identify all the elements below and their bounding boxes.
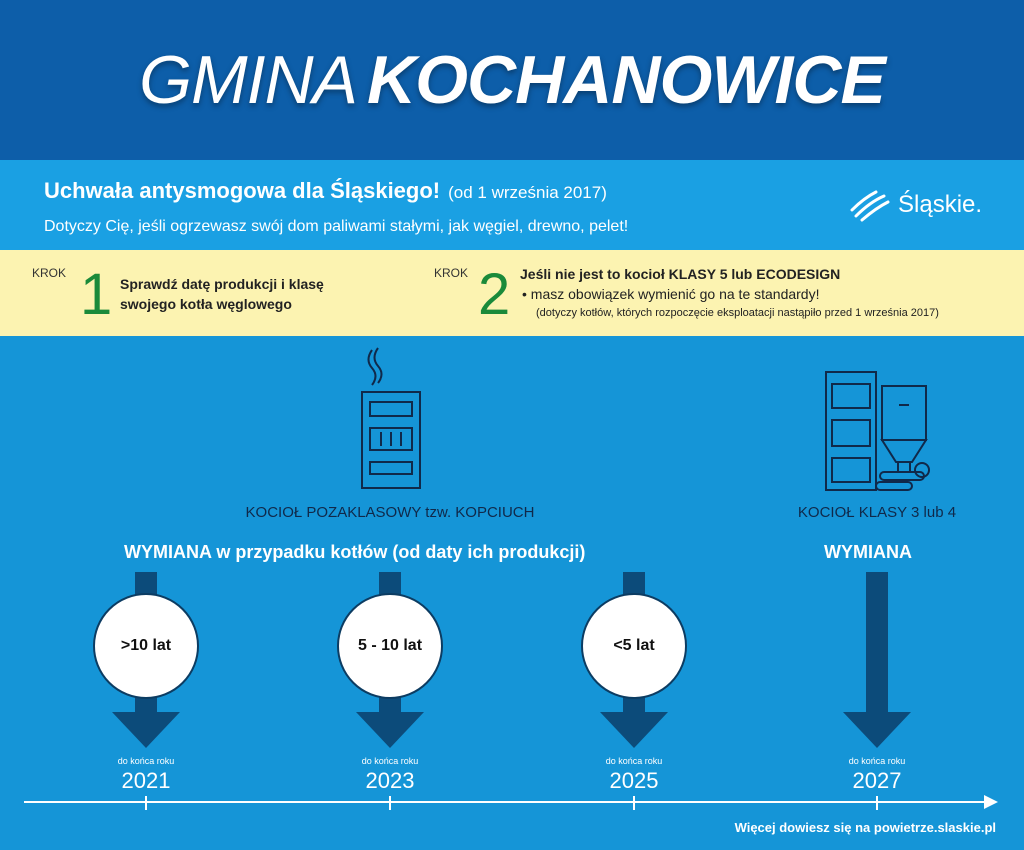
- intro-subheading: Dotyczy Cię, jeśli ogrzewasz swój dom paliwami stałymi, jak węgiel, drewno, pelet!: [44, 218, 629, 235]
- replacement-heading-right: WYMIANA: [824, 542, 912, 562]
- step1-line2: swojego kotła węglowego: [120, 296, 292, 312]
- age-label: <5 lat: [613, 637, 655, 654]
- smoky-boiler-icon: [362, 348, 420, 488]
- year-2025: 2025: [609, 768, 659, 793]
- step2-note: (dotyczy kotłów, których rozpoczęcie eksploatacji nastąpiło przed 1 września 2017): [536, 307, 939, 319]
- age-label: >10 lat: [120, 637, 172, 654]
- age-label: 5 - 10 lat: [357, 637, 423, 654]
- replacement-heading-left: WYMIANA w przypadku kotłów (od daty ich produkcji): [124, 542, 586, 562]
- timeline-axis: [24, 796, 990, 810]
- age-circle-2023: [337, 593, 443, 699]
- deadline-label-2023: do końca roku: [361, 756, 419, 766]
- step2-bullet: • masz obowiązek wymienić go na te standardy!: [522, 286, 820, 302]
- class-boiler-icon: [826, 372, 929, 490]
- year-2027: 2027: [852, 768, 902, 793]
- intro-heading-text: Uchwała antysmogowa dla Śląskiego!: [44, 178, 441, 203]
- step1-line1: Sprawdź datę produkcji i klasę: [120, 276, 324, 292]
- age-circle-2021: [93, 593, 199, 699]
- title-bold: KOCHANOWICE: [367, 42, 885, 118]
- deadline-label-2025: do końca roku: [605, 756, 663, 766]
- title-light: GMINA: [139, 42, 358, 118]
- step1-number: 1: [80, 262, 113, 327]
- year-2023: 2023: [365, 768, 415, 793]
- step1-label: KROK: [32, 266, 67, 280]
- footer-link[interactable]: Więcej dowiesz się na powietrze.slaskie.pl: [734, 820, 996, 835]
- logo-text: Śląskie.: [898, 191, 983, 218]
- intro-date-note: (od 1 września 2017): [448, 183, 607, 202]
- year-2021: 2021: [121, 768, 171, 793]
- deadline-label-2027: do końca roku: [848, 756, 906, 766]
- arrow-2027: [843, 572, 911, 748]
- step2-label: KROK: [434, 266, 469, 280]
- deadline-label-2021: do końca roku: [117, 756, 175, 766]
- step2-line1: Jeśli nie jest to kocioł KLASY 5 lub ECODESIGN: [520, 266, 841, 282]
- step2-number: 2: [478, 262, 511, 327]
- age-circle-2025: [581, 593, 687, 699]
- timeline-arrowhead: [984, 795, 998, 809]
- boiler-caption-kopciuch: KOCIOŁ POZAKLASOWY tzw. KOPCIUCH: [245, 504, 535, 521]
- boiler-caption-class: KOCIOŁ KLASY 3 lub 4: [797, 504, 957, 521]
